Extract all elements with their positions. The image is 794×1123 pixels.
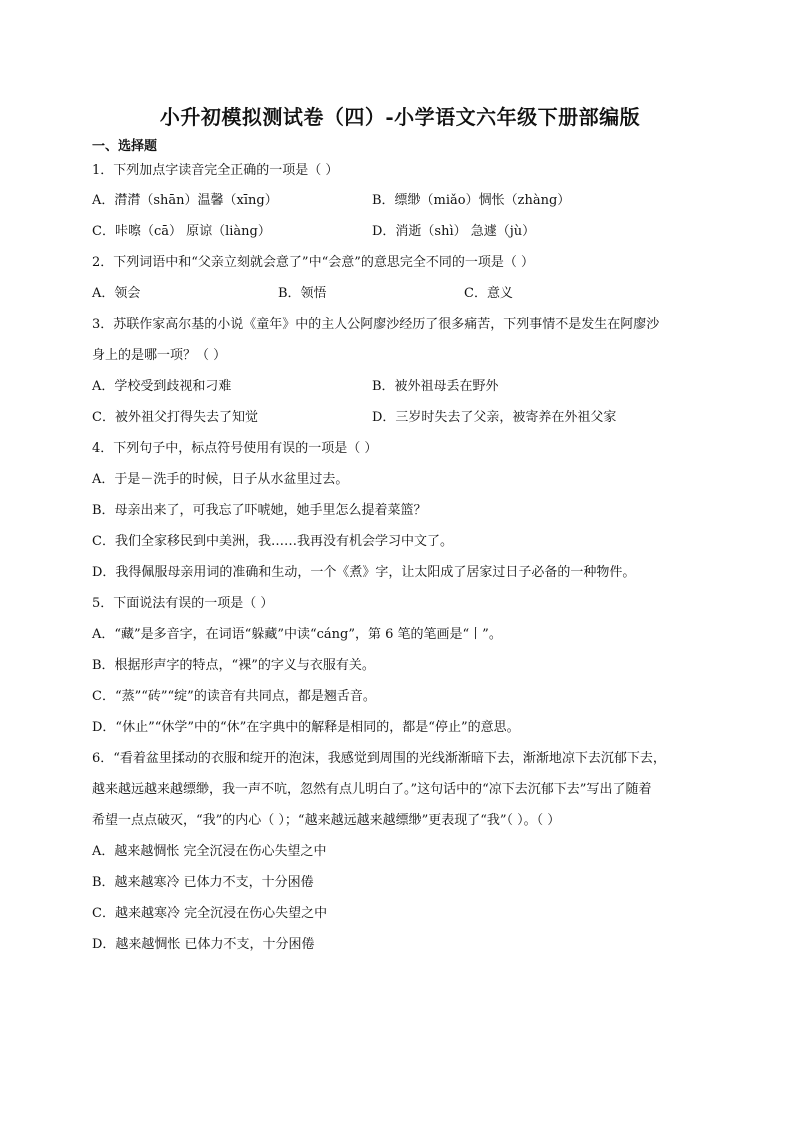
question-3-option-a: A．学校受到歧视和刁难: [92, 379, 232, 394]
question-4-option-row-d: [92, 557, 708, 588]
question-6-option-d: D．越来越惆怅 已体力不支，十分困倦: [92, 937, 315, 952]
question-2: [92, 247, 708, 309]
question-1-option-d: D．消逝（shì） 急遽（jù）: [372, 224, 536, 239]
question-5-option-b: B．根据形声字的特点，“裸”的字义与衣服有关。: [92, 658, 375, 673]
question-6-option-row-c: [92, 898, 708, 929]
question-5-option-d: D．“休止”“休学”中的“休”在字典中的解释是相同的，都是“停止”的意思。: [92, 720, 520, 735]
question-1-option-b: B．缥缈（miǎo）惆怅（zhàng）: [372, 193, 571, 208]
question-1-options-row-1: [92, 185, 708, 216]
question-4-option-row-b: [92, 495, 708, 526]
question-4-stem: 4．下列句子中，标点符号使用有误的一项是（ ）: [92, 441, 378, 456]
question-1-option-c: C．咔嚓（cā） 原谅（liàng）: [92, 224, 271, 239]
question-4-option-row-a: [92, 464, 708, 495]
question-4: [92, 433, 708, 588]
question-5-option-c: C．“蒸”“砖”“绽”的读音有共同点，都是翘舌音。: [92, 689, 376, 704]
question-5-option-row-b: [92, 650, 708, 681]
question-1-option-a: A．潸潸（shān）温馨（xīng）: [92, 193, 278, 208]
question-5-stem: 5．下面说法有误的一项是（ ）: [92, 596, 274, 611]
question-3-stem-line-2: 身上的是哪一项？（ ）: [92, 348, 227, 363]
question-3-options-row-1: [92, 371, 708, 402]
question-4-option-a: A．于是－洗手的时候，日子从水盆里过去。: [92, 472, 349, 487]
question-3-stem-line-1: 3．苏联作家高尔基的小说《童年》中的主人公阿廖沙经历了很多痛苦，下列事情不是发生在阿廖沙: [92, 317, 660, 332]
question-6-stem-line-3: 希望一点点破灭，“我”的内心（ ）；“越来越远越来越缥缈”更表现了“我”（ ）。（ ）: [92, 813, 561, 828]
question-6-option-row-a: [92, 836, 708, 867]
question-4-option-row-c: [92, 526, 708, 557]
question-6: [92, 743, 708, 960]
question-6-option-c: C．越来越寒冷 完全沉浸在伤心失望之中: [92, 906, 328, 921]
question-6-option-b: B．越来越寒冷 已体力不支，十分困倦: [92, 875, 314, 890]
question-6-option-row-b: [92, 867, 708, 898]
question-5-option-row-a: [92, 619, 708, 650]
question-6-stem-line-1: 6．“看着盆里揉动的衣服和绽开的泡沫，我感觉到周围的光线渐渐暗下去，渐渐地凉下去沉郁下去，: [92, 751, 666, 766]
question-6-stem-line-2: 越来越远越来越缥缈，我一声不吭，忽然有点儿明白了。”这句话中的“凉下去沉郁下去”写出了随着: [92, 782, 652, 797]
question-5-option-row-d: [92, 712, 708, 743]
question-1: [92, 157, 708, 247]
question-5-option-a: A．“藏”是多音字，在词语“躲藏”中读“cáng”，第 6 笔的笔画是“丨”。: [92, 627, 502, 642]
question-3-option-b: B．被外祖母丢在野外: [372, 379, 499, 394]
section-title: 一、选择题: [92, 139, 158, 154]
question-5: [92, 588, 708, 743]
question-2-options-row: [92, 278, 708, 309]
question-1-options-row-2: [92, 216, 708, 247]
question-6-option-row-d: [92, 929, 708, 960]
question-4-option-d: D．我得佩服母亲用词的准确和生动，一个《煮》字，让太阳成了居家过日子必备的一种物件。: [92, 565, 636, 580]
question-5-option-row-c: [92, 681, 708, 712]
question-2-option-c: C．意义: [464, 286, 513, 301]
page-title: 小升初模拟测试卷（四）-小学语文六年级下册部编版: [159, 105, 641, 129]
question-2-option-a: A．领会: [92, 286, 141, 301]
question-2-option-b: B．领悟: [278, 286, 327, 301]
question-4-option-b: B．母亲出来了，可我忘了吓唬她，她手里怎么提着菜篮？: [92, 503, 427, 518]
question-3: [92, 309, 708, 433]
question-1-stem: 1．下列加点字读音完全正确的一项是（ ）: [92, 163, 339, 178]
question-3-option-d: D．三岁时失去了父亲，被寄养在外祖父家: [372, 410, 617, 425]
question-6-option-a: A．越来越惆怅 完全沉浸在伤心失望之中: [92, 844, 327, 859]
question-4-option-c: C．我们全家移民到中美洲，我……我再没有机会学习中文了。: [92, 534, 453, 549]
question-2-stem: 2．下列词语中和“父亲立刻就会意了”中“会意”的意思完全不同的一项是（ ）: [92, 255, 534, 270]
question-3-option-c: C．被外祖父打得失去了知觉: [92, 410, 258, 425]
question-3-options-row-2: [92, 402, 708, 433]
